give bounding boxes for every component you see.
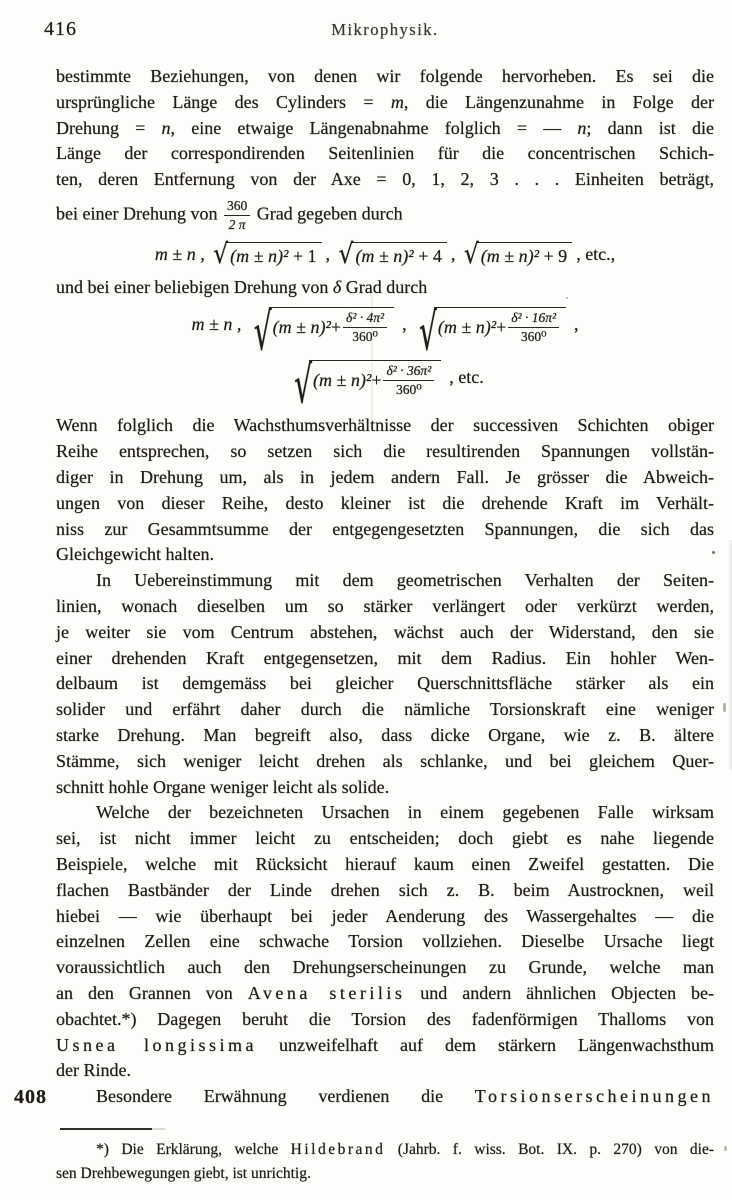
- text-line: Wenn folglich die Wachsthumsverhältnisse der successiven Schichten obiger: [56, 415, 714, 436]
- text-line: ursprüngliche Länge des Cylinders = m, die Längenzunahme in Folge der: [56, 91, 715, 112]
- scan-edge-shading: [728, 540, 732, 770]
- text-line: bestimmte Beziehungen, von denen wir folgende hervorheben. Es sei die: [56, 66, 714, 86]
- fraction: $\frac{\text{δ² · 36π²}}{\text{360⁰}}$: [383, 363, 434, 398]
- text-line: Beispiele, welche mit Rücksicht hierauf kaum einen Zweifel gestatten. Die: [56, 853, 714, 874]
- radical-sign: √: [253, 301, 272, 363]
- formula-line-2: [56, 301, 714, 363]
- text-line: je weiter sie vom Centrum abstehen, wächst auch der Widerstand, den sie: [56, 621, 714, 642]
- text-line: an den Grannen von Avena sterilis und andern ähnlichen Objecten be-: [56, 982, 715, 1003]
- text-line: Länge der correspondirenden Seitenlinien für die concentrischen Schich-: [56, 143, 714, 164]
- text-line: hiebei — wie überhaupt bei jeder Aenderung des Wassergehaltes — die: [56, 905, 714, 926]
- text-line: flachen Bastbänder der Linde drehen sich z. B. beim Austrocknen, weil: [56, 879, 714, 900]
- scan-speck: [712, 551, 715, 554]
- separator: ,: [576, 243, 581, 264]
- text-line: der Rinde.: [56, 1060, 131, 1081]
- fraction: $\frac{\text{δ² · 16π²}}{\text{360⁰}}$: [508, 310, 559, 345]
- radical-sign: √: [338, 237, 354, 271]
- author-name: Hildebrand: [290, 1141, 386, 1158]
- text-line: einzelnen Zellen eine schwache Torsion vollziehen. Dieselbe Ursache liegt: [56, 931, 714, 952]
- radical-expression: √ (m ± n)² + $\frac{\text{δ² · 16π²}}{\text{360⁰}}$: [419, 307, 566, 345]
- text-line-with-fraction: bei einer Drehung von $\frac{360}{2 \pi}$ Grad gegeben durch: [56, 197, 403, 232]
- emphasized-term: Torsionserscheinungen: [474, 1086, 714, 1107]
- formula-line-3: [56, 354, 714, 416]
- body-text: [56, 64, 714, 1110]
- scan-speck: [566, 297, 568, 299]
- text-line: Besondere Erwähnung verdienen die Torsionserscheinungen: [96, 1086, 714, 1107]
- text-line: und bei einer beliebigen Drehung von δ Grad durch: [56, 276, 428, 297]
- scan-fold-line: [371, 296, 373, 426]
- fraction: $\frac{\text{δ² · 4π²}}{\text{360⁰}}$: [343, 310, 387, 345]
- text-line: Reihe entsprechen, so setzen sich die resultirenden Spannungen vollstän-: [56, 441, 714, 462]
- separator: ,: [450, 243, 456, 264]
- text-line: solider und erfährt daher durch die nämliche Torsionskraft eine weniger: [56, 699, 714, 720]
- separator: ,: [402, 314, 407, 335]
- math-expression: m ± n ,: [191, 314, 242, 335]
- text-line: Usnea longissima unzweifelhaft auf dem stärkern Längenwachsthum: [56, 1034, 714, 1055]
- radical-expression: √ (m ± n)² + $\frac{\text{δ² · 4π²}}{\text{360⁰}}$: [254, 307, 394, 345]
- page-number: 416: [44, 18, 77, 40]
- text-line: einer drehenden Kraft entgegensetzen, mit dem Radius. Ein hohler Wen-: [56, 647, 714, 668]
- separator: ,: [574, 314, 579, 335]
- formula-etc: etc.,: [585, 243, 616, 264]
- text-line: Drehung = n, eine etwaige Längenabnahme folglich = — n; dann ist die: [56, 117, 714, 138]
- formula-line-1: [56, 237, 714, 271]
- footnote-line: sen Drehbewegungen giebt, ist unrichtig.: [56, 1165, 311, 1182]
- radical-sign: √: [294, 354, 313, 416]
- formula-etc: , etc.: [449, 367, 484, 388]
- math-variable: m: [390, 91, 404, 112]
- text-line: niss zur Gesammtsumme der entgegengesetzten Spannungen, die sich das: [56, 518, 714, 539]
- text-line: Gleichgewicht halten.: [56, 544, 214, 565]
- footnote-line: *) Die Erklärung, welche Hildebrand (Jahrb. f. wiss. Bot. IX. p. 270) von die-: [96, 1141, 714, 1158]
- text-line: schnitt hohle Organe weniger leicht als solide.: [56, 776, 390, 797]
- text-line: Welche der bezeichneten Ursachen in einem gegebenen Falle wirksam: [96, 802, 714, 823]
- text-line: obachtet.*) Dagegen beruht die Torsion des fadenförmigen Thalloms von: [56, 1008, 714, 1029]
- text-line: diger in Drehung um, als in jedem andern Fall. Je grösser die Abweich-: [56, 467, 714, 488]
- math-variable: δ: [332, 276, 342, 297]
- radical-sign: √: [463, 237, 479, 271]
- text-line: starke Drehung. Man begreift also, dass dicke Organe, wie z. B. ältere: [56, 724, 714, 745]
- footnote: [56, 1128, 714, 1186]
- species-name: Usnea longissima: [56, 1034, 258, 1055]
- text-line: sei, ist nicht immer leicht zu entscheiden; doch giebt es nahe liegende: [56, 828, 714, 849]
- math-variable: n: [577, 117, 587, 138]
- running-title: Mikrophysik.: [331, 20, 439, 39]
- scan-speck: [723, 703, 726, 712]
- text-line: voraussichtlich auch den Drehungserscheinungen zu Grunde, welche man: [56, 957, 714, 978]
- text-line: linien, wonach dieselben um so stärker verlängert oder verkürzt werden,: [56, 596, 714, 616]
- species-name: Avena sterilis: [247, 982, 406, 1003]
- separator: ,: [325, 243, 331, 264]
- radical-expression: √ (m ± n)² + 4: [339, 242, 447, 270]
- page-header: [0, 16, 732, 46]
- radical-sign: √: [213, 237, 229, 271]
- radical-sign: √: [419, 301, 437, 363]
- radical-expression: √ (m ± n)² + 1: [213, 242, 321, 270]
- scan-speck: [724, 1146, 727, 1151]
- text-line: Stämme, sich weniger leicht drehen als schlanke, und bei gleichem Quer-: [56, 750, 714, 771]
- radical-expression: √ (m ± n)² + 9: [464, 242, 572, 270]
- text-line: ten, deren Entfernung von der Axe = 0, 1, 2, 3 . . . Einheiten beträgt,: [56, 169, 714, 190]
- text-line: In Uebereinstimmung mit dem geometrischen Verhalten der Seiten-: [96, 570, 714, 591]
- text-line: delbaum ist demgemäss bei gleicher Querschnittsfläche stärker als ein: [56, 673, 714, 694]
- inline-fraction: $\frac{360}{2 \pi}$: [224, 198, 250, 233]
- math-expression: m ± n ,: [154, 243, 205, 264]
- footnote-rule: [60, 1128, 152, 1130]
- math-variable: n: [161, 117, 171, 138]
- radical-expression: √ (m ± n)² + $\frac{\text{δ² · 36π²}}{\text{360⁰}}$: [294, 360, 441, 398]
- margin-section-number: 408: [14, 1086, 47, 1108]
- text-line: ungen von dieser Reihe, desto kleiner ist die drehende Kraft im Verhält-: [56, 492, 714, 513]
